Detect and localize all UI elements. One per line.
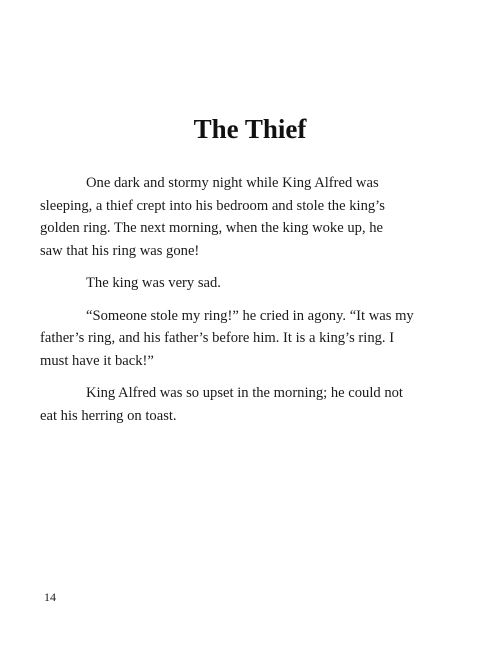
text-line: sleeping, a thief crept into his bedroom and stole the king’s (40, 197, 385, 214)
text-line: One dark and stormy night while King Alfred was (86, 175, 379, 191)
text-line: must have it back!” (40, 352, 154, 369)
text-line: “Someone stole my ring!” he cried in agony. “It was my (86, 307, 414, 324)
text-line: father’s ring, and his father’s before him. It is a king’s ring. I (40, 330, 395, 346)
paragraph-3 (40, 305, 443, 373)
body-text (40, 172, 443, 437)
text-line: saw that his ring was gone! (40, 242, 200, 259)
chapter-title: The Thief (193, 114, 307, 144)
text-line: The king was very sad. (86, 275, 221, 291)
text-line: golden ring. The next morning, when the king woke up, he (40, 220, 384, 236)
text-line: King Alfred was so upset in the morning; he could not (86, 385, 403, 401)
page-number: 14 (44, 590, 56, 604)
paragraph-1 (40, 172, 443, 262)
paragraph-2 (63, 272, 443, 295)
paragraph-4 (40, 382, 443, 427)
text-line: eat his herring on toast. (40, 407, 177, 424)
